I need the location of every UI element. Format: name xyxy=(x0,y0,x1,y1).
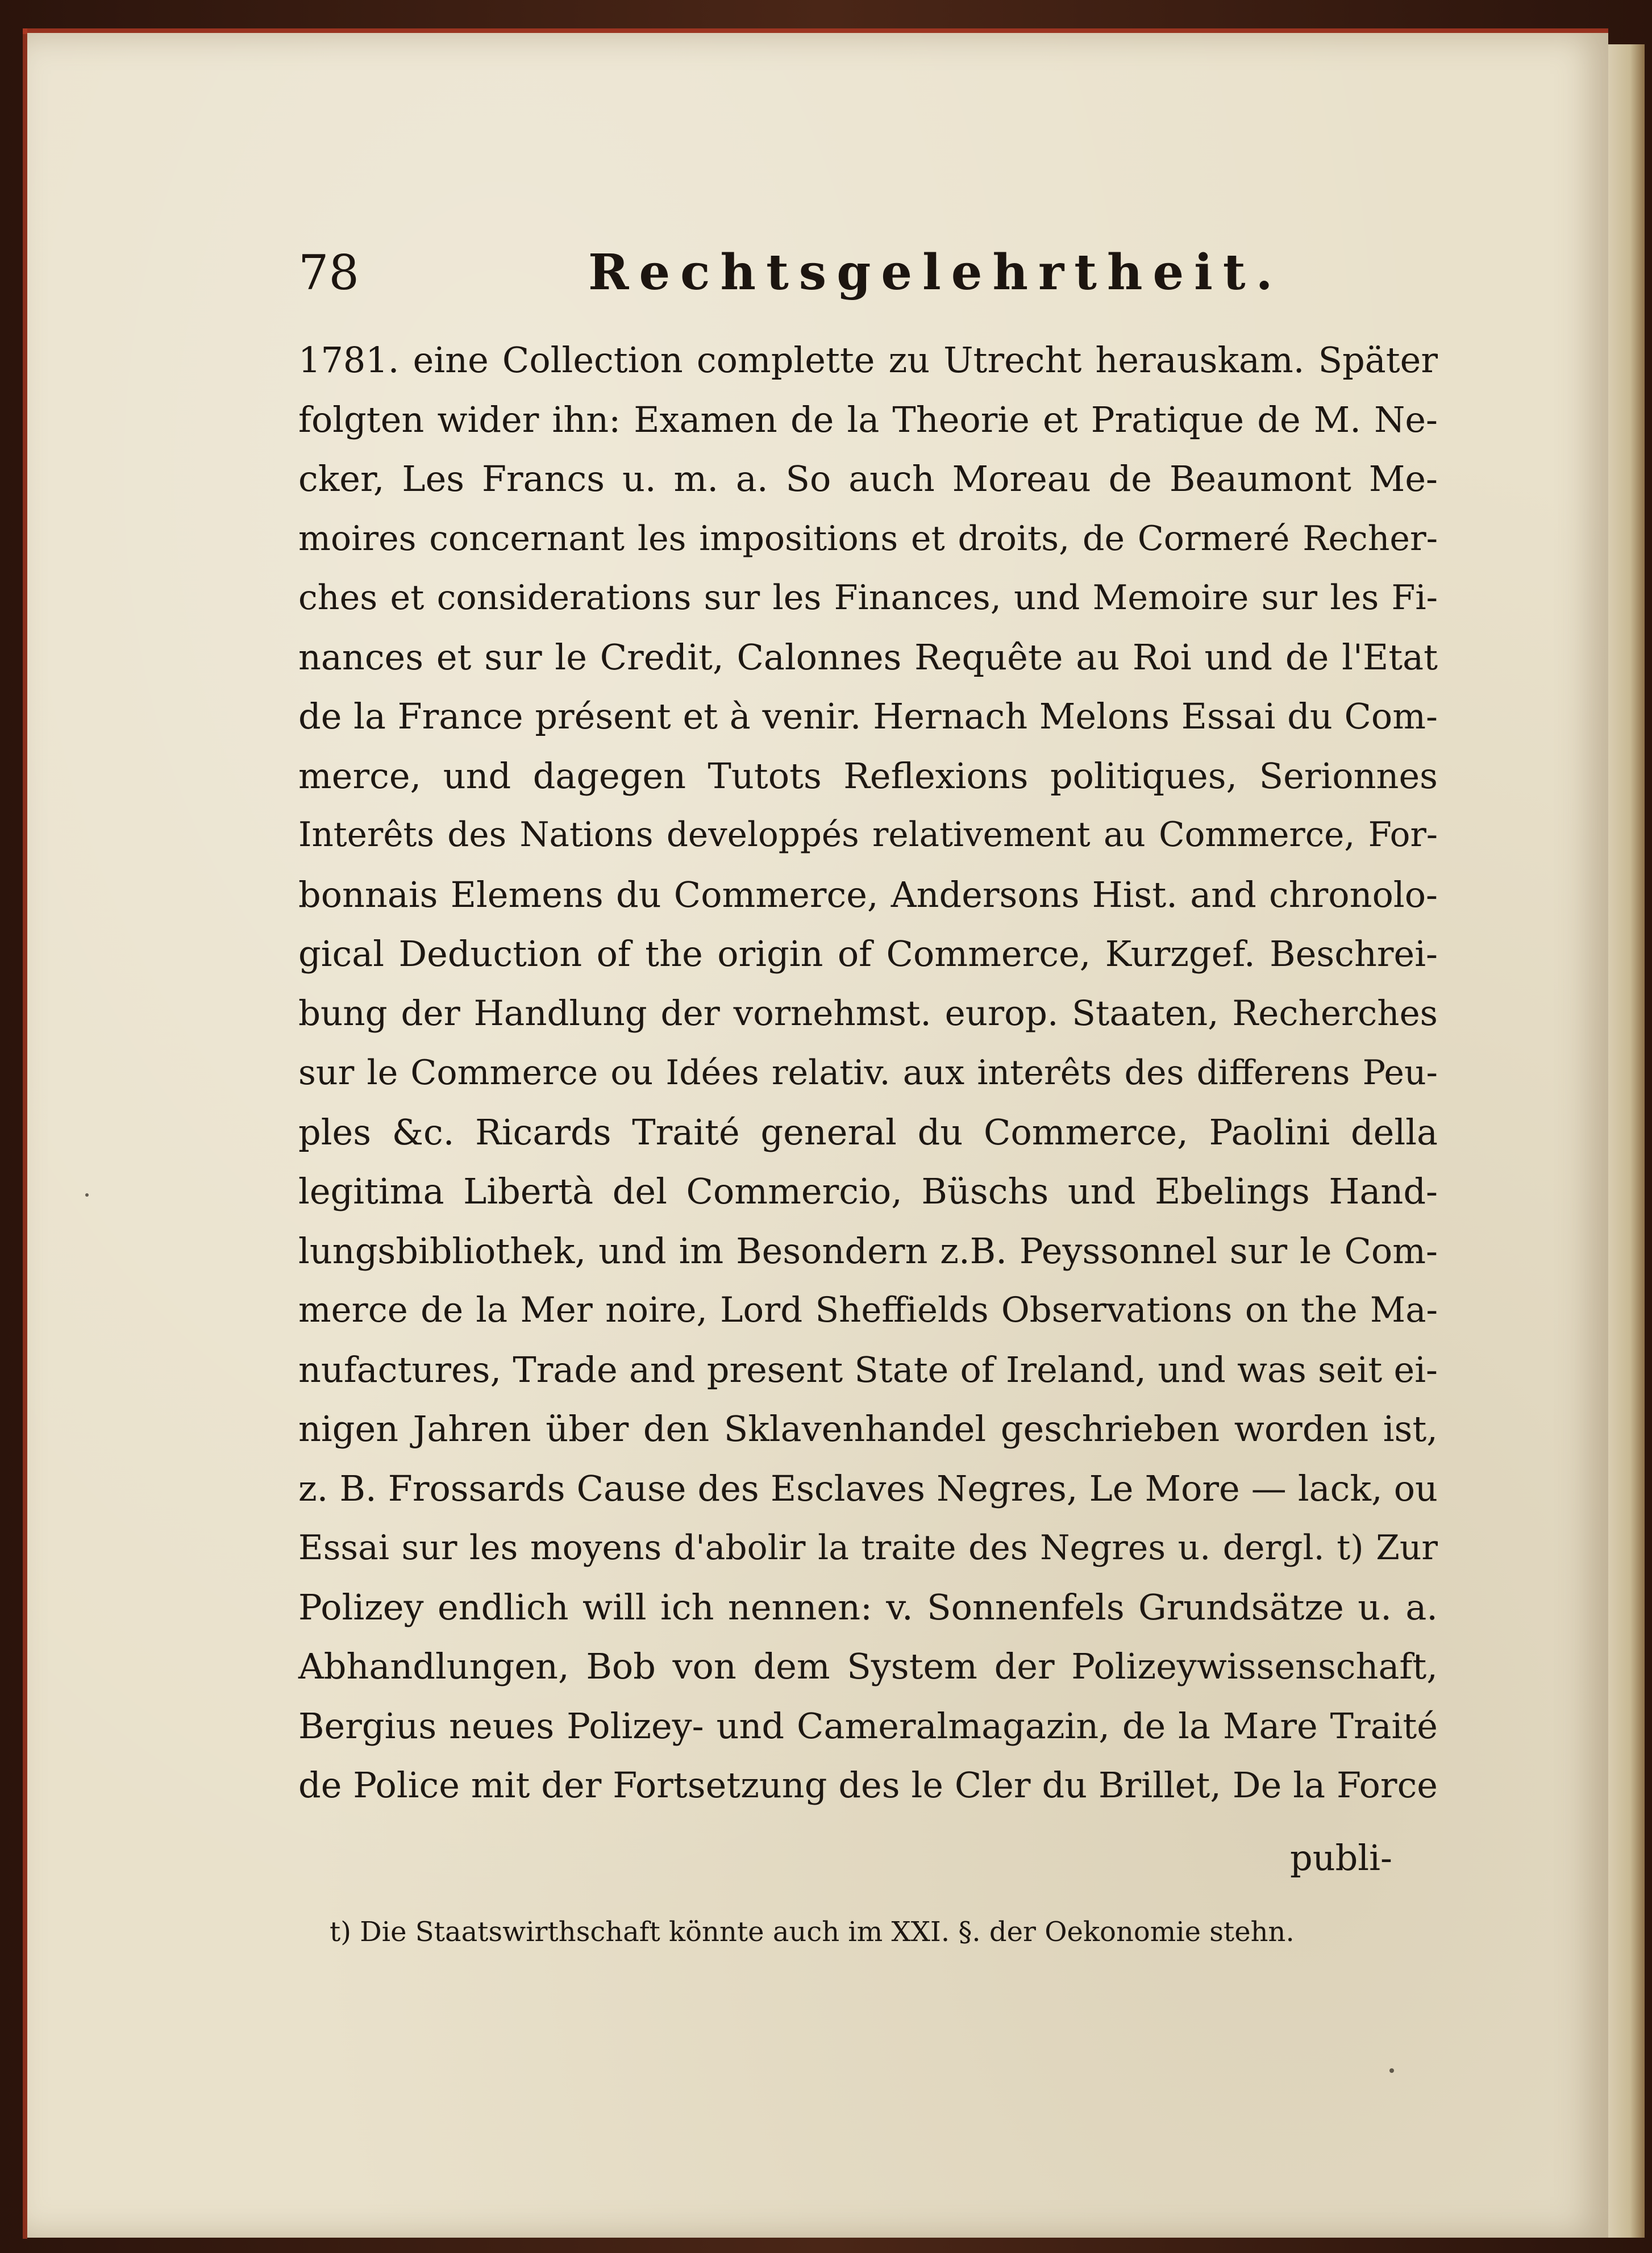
text-line: legitima Libertà del Commercio, Büschs und Ebelings Hand- xyxy=(298,1171,1438,1212)
red-page-edge-left xyxy=(23,28,27,2239)
text-line: Abhandlungen, Bob von dem System der Polizeywissenschaft, xyxy=(298,1646,1438,1687)
text-line: nances et sur le Credit, Calonnes Requête au Roi und de l'Etat xyxy=(298,636,1438,678)
text-line: nufactures, Trade and present State of Ireland, und was seit ei- xyxy=(298,1348,1438,1390)
catchword: publi- xyxy=(1290,1837,1392,1879)
text-line: nigen Jahren über den Sklavenhandel geschrieben worden ist, xyxy=(298,1408,1438,1450)
footnote: t) Die Staatswirthschaft könnte auch im XXI. §. der Oekonomie stehn. xyxy=(330,1916,1295,1948)
text-line: moires concernant les impositions et droits, de Cormeré Recher- xyxy=(298,518,1438,559)
text-line: cker, Les Francs u. m. a. So auch Moreau de Beaumont Me- xyxy=(298,458,1438,499)
text-line: 1781. eine Collection complette zu Utrecht herauskam. Später xyxy=(298,339,1438,381)
running-head: Rechtsgelehrtheit. xyxy=(588,244,1283,301)
text-line: gical Deduction of the origin of Commerce, Kurzgef. Beschrei- xyxy=(298,933,1438,975)
text-line: lungsbibliothek, und im Besondern z.B. Peyssonnel sur le Com- xyxy=(298,1230,1438,1272)
page-header xyxy=(298,239,1418,307)
text-line: sur le Commerce ou Idées relativ. aux interêts des differens Peu- xyxy=(298,1053,1438,1093)
page-number: 78 xyxy=(298,245,359,301)
text-line: Essai sur les moyens d'abolir la traite des Negres u. dergl. t) Zur xyxy=(298,1528,1438,1568)
text-line: ples &c. Ricards Traité general du Commerce, Paolini della xyxy=(298,1111,1438,1153)
text-line: merce, und dagegen Tutots Reflexions politiques, Serionnes xyxy=(298,755,1438,797)
page-edge-strip xyxy=(1608,44,1645,2238)
body-text xyxy=(298,331,1438,1815)
text-line: Polizey endlich will ich nennen: v. Sonnenfels Grundsätze u. a. xyxy=(298,1586,1438,1628)
text-line: de la France présent et à venir. Hernach Melons Essai du Com- xyxy=(298,696,1438,737)
text-line: merce de la Mer noire, Lord Sheffields Observations on the Ma- xyxy=(298,1290,1438,1330)
ink-speck xyxy=(85,1193,89,1197)
text-line: ches et considerations sur les Finances, und Memoire sur les Fi- xyxy=(298,578,1438,618)
text-line: de Police mit der Fortsetzung des le Cler du Brillet, De la Force xyxy=(298,1764,1438,1806)
text-line: Bergius neues Polizey- und Cameralmagazin, de la Mare Traité xyxy=(298,1705,1438,1747)
text-line: bung der Handlung der vornehmst. europ. Staaten, Recherches xyxy=(298,993,1438,1034)
text-line: folgten wider ihn: Examen de la Theorie et Pratique de M. Ne- xyxy=(298,398,1438,440)
text-line: Interêts des Nations developpés relativement au Commerce, For- xyxy=(298,815,1438,855)
ink-speck xyxy=(1389,2068,1394,2073)
text-line: z. B. Frossards Cause des Esclaves Negres, Le More — lack, ou xyxy=(298,1467,1438,1509)
text-line: bonnais Elemens du Commerce, Andersons Hist. and chronolo- xyxy=(298,873,1438,915)
